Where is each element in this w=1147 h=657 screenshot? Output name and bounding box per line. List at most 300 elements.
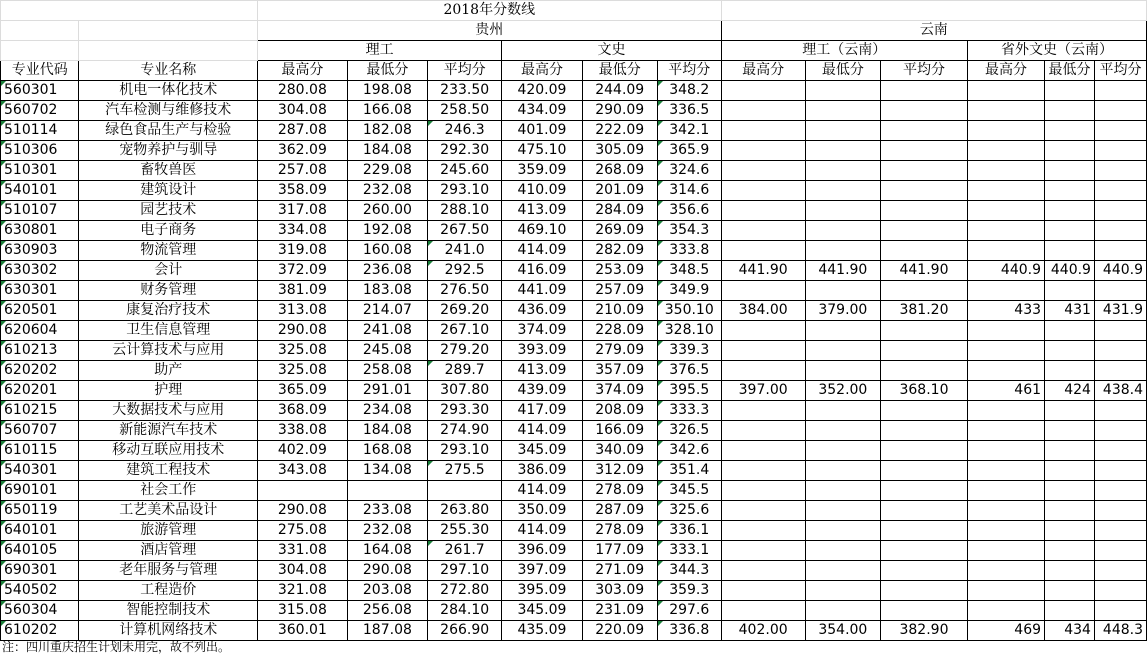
score-cell: 168.08 (347, 441, 427, 461)
major-name-cell: 工艺美术品设计 (79, 501, 257, 521)
score-cell: 319.08 (257, 241, 347, 261)
table-row (1, 81, 1147, 101)
major-name-cell: 园艺技术 (79, 201, 257, 221)
score-cell (881, 241, 968, 261)
major-code-cell: 510114 (1, 121, 79, 141)
table-row (1, 461, 1147, 481)
score-cell: 134.08 (347, 461, 427, 481)
score-cell: 290.08 (257, 501, 347, 521)
major-name-cell: 旅游管理 (79, 521, 257, 541)
score-cell (721, 281, 805, 301)
score-cell (1045, 201, 1095, 221)
major-code-cell: 630302 (1, 261, 79, 281)
score-cell (1094, 121, 1146, 141)
major-code-cell: 540301 (1, 461, 79, 481)
table-row (1, 441, 1147, 461)
score-cell: 381.09 (257, 281, 347, 301)
table-row (1, 621, 1147, 641)
score-cell (721, 441, 805, 461)
score-cell (721, 481, 805, 501)
score-cell: 278.09 (582, 481, 657, 501)
score-cell (721, 141, 805, 161)
score-cell (967, 241, 1044, 261)
score-cell: 469 (967, 621, 1044, 641)
score-cell (721, 461, 805, 481)
score-cell: 395.5 (657, 381, 721, 401)
score-cell: 289.7 (427, 361, 501, 381)
score-cell (881, 401, 968, 421)
score-cell: 351.4 (657, 461, 721, 481)
score-cell: 314.6 (657, 181, 721, 201)
score-cell: 368.09 (257, 401, 347, 421)
score-cell: 342.1 (657, 121, 721, 141)
major-code-cell: 640105 (1, 541, 79, 561)
score-cell: 184.08 (347, 421, 427, 441)
score-cell: 290.09 (582, 101, 657, 121)
score-cell: 292.5 (427, 261, 501, 281)
score-cell: 359.3 (657, 581, 721, 601)
score-cell: 382.90 (881, 621, 968, 641)
score-cell: 290.08 (347, 561, 427, 581)
major-code-cell: 560304 (1, 601, 79, 621)
table-row (1, 301, 1147, 321)
table-row (1, 361, 1147, 381)
score-cell (967, 281, 1044, 301)
score-cell (881, 201, 968, 221)
score-cell (1094, 141, 1146, 161)
score-cell: 365.9 (657, 141, 721, 161)
score-cell: 336.8 (657, 621, 721, 641)
score-cell (967, 521, 1044, 541)
major-code-cell: 620501 (1, 301, 79, 321)
score-cell (967, 561, 1044, 581)
score-cell: 303.09 (582, 581, 657, 601)
score-cell: 229.08 (347, 161, 427, 181)
score-cell: 304.08 (257, 561, 347, 581)
major-code-cell: 610115 (1, 441, 79, 461)
major-code-cell: 630801 (1, 221, 79, 241)
score-cell (881, 441, 968, 461)
major-name-cell: 计算机网络技术 (79, 621, 257, 641)
score-cell (721, 101, 805, 121)
score-cell: 287.08 (257, 121, 347, 141)
score-cell: 244.09 (582, 81, 657, 101)
score-cell: 348.2 (657, 81, 721, 101)
score-cell (721, 581, 805, 601)
score-cell: 325.08 (257, 361, 347, 381)
score-cell: 321.08 (257, 581, 347, 601)
score-cell (1094, 321, 1146, 341)
score-cell (721, 321, 805, 341)
score-cell (1045, 321, 1095, 341)
score-cell (721, 341, 805, 361)
score-cell: 233.50 (427, 81, 501, 101)
major-code-cell: 560707 (1, 421, 79, 441)
score-cell: 187.08 (347, 621, 427, 641)
score-cell (881, 421, 968, 441)
score-cell: 246.3 (427, 121, 501, 141)
score-cell: 276.50 (427, 281, 501, 301)
table-row (1, 121, 1147, 141)
major-name-cell: 汽车检测与维修技术 (79, 101, 257, 121)
score-cell (1094, 161, 1146, 181)
score-cell (967, 501, 1044, 521)
score-cell: 325.6 (657, 501, 721, 521)
score-cell: 381.20 (881, 301, 968, 321)
score-cell: 293.10 (427, 181, 501, 201)
major-code-cell: 610213 (1, 341, 79, 361)
score-cell: 255.30 (427, 521, 501, 541)
score-cell (967, 201, 1044, 221)
score-cell: 164.08 (347, 541, 427, 561)
major-name-cell: 电子商务 (79, 221, 257, 241)
score-cell: 315.08 (257, 601, 347, 621)
column-header: 最高分 (502, 61, 582, 81)
score-cell (1045, 161, 1095, 181)
blank-cell (79, 21, 257, 41)
score-cell: 263.80 (427, 501, 501, 521)
score-cell: 384.00 (721, 301, 805, 321)
score-cell: 297.6 (657, 601, 721, 621)
table-row (1, 161, 1147, 181)
column-header: 最低分 (805, 61, 880, 81)
group-ligong: 理工 (257, 41, 501, 61)
score-cell: 333.8 (657, 241, 721, 261)
score-cell: 258.50 (427, 101, 501, 121)
score-cell: 241.0 (427, 241, 501, 261)
score-cell: 241.08 (347, 321, 427, 341)
group-ligong-yunnan: 理工（云南） (721, 41, 967, 61)
score-cell: 232.08 (347, 181, 427, 201)
column-header: 最低分 (347, 61, 427, 81)
score-cell: 333.3 (657, 401, 721, 421)
major-code-cell: 650119 (1, 501, 79, 521)
score-cell (721, 241, 805, 261)
score-cell: 336.1 (657, 521, 721, 541)
score-cell: 280.08 (257, 81, 347, 101)
score-cell: 397.09 (502, 561, 582, 581)
score-cell: 271.09 (582, 561, 657, 581)
score-cell: 234.08 (347, 401, 427, 421)
score-cell: 160.08 (347, 241, 427, 261)
score-cell (881, 581, 968, 601)
score-cell: 345.5 (657, 481, 721, 501)
score-cell (881, 361, 968, 381)
major-name-cell: 物流管理 (79, 241, 257, 261)
column-header: 平均分 (657, 61, 721, 81)
score-cell (967, 81, 1044, 101)
score-cell: 402.09 (257, 441, 347, 461)
score-cell: 288.10 (427, 201, 501, 221)
score-cell: 345.09 (502, 441, 582, 461)
score-cell (967, 121, 1044, 141)
score-cell: 328.10 (657, 321, 721, 341)
score-cell: 256.08 (347, 601, 427, 621)
score-cell (805, 421, 880, 441)
score-cell (721, 561, 805, 581)
score-cell: 258.08 (347, 361, 427, 381)
score-cell: 397.00 (721, 381, 805, 401)
major-name-cell: 老年服务与管理 (79, 561, 257, 581)
score-cell (805, 541, 880, 561)
score-cell: 475.10 (502, 141, 582, 161)
score-cell: 245.08 (347, 341, 427, 361)
table-row (1, 521, 1147, 541)
score-cell: 269.09 (582, 221, 657, 241)
score-cell (805, 581, 880, 601)
score-cell: 439.09 (502, 381, 582, 401)
score-cell (967, 541, 1044, 561)
blank-cell (1, 21, 79, 41)
score-cell (881, 121, 968, 141)
score-cell: 359.09 (502, 161, 582, 181)
score-cell: 362.09 (257, 141, 347, 161)
score-cell: 410.09 (502, 181, 582, 201)
score-cell (721, 161, 805, 181)
score-cell: 417.09 (502, 401, 582, 421)
score-cell: 183.08 (347, 281, 427, 301)
major-name-cell: 机电一体化技术 (79, 81, 257, 101)
score-cell: 356.6 (657, 201, 721, 221)
score-cell (1045, 521, 1095, 541)
score-cell: 372.09 (257, 261, 347, 281)
score-cell: 441.09 (502, 281, 582, 301)
score-cell: 317.08 (257, 201, 347, 221)
score-cell: 307.80 (427, 381, 501, 401)
major-name-cell: 护理 (79, 381, 257, 401)
score-cell (967, 361, 1044, 381)
score-cell (1045, 181, 1095, 201)
score-cell: 376.5 (657, 361, 721, 381)
table-row (1, 421, 1147, 441)
major-code-cell: 610202 (1, 621, 79, 641)
score-cell (1045, 101, 1095, 121)
score-cell: 333.1 (657, 541, 721, 561)
score-cell (805, 481, 880, 501)
score-cell: 358.09 (257, 181, 347, 201)
major-code-cell: 690101 (1, 481, 79, 501)
score-cell: 345.09 (502, 601, 582, 621)
score-cell (347, 481, 427, 501)
major-code-cell: 560702 (1, 101, 79, 121)
score-cell (805, 601, 880, 621)
score-cell (1045, 241, 1095, 261)
blank-cell (1, 41, 79, 61)
score-cell (721, 181, 805, 201)
region-guizhou: 贵州 (257, 21, 721, 41)
score-cell: 282.09 (582, 241, 657, 261)
score-cell (1094, 521, 1146, 541)
score-cell (805, 341, 880, 361)
score-cell: 325.08 (257, 341, 347, 361)
score-cell: 340.09 (582, 441, 657, 461)
score-cell: 257.08 (257, 161, 347, 181)
score-cell (805, 561, 880, 581)
score-cell (881, 281, 968, 301)
blank-cell (721, 1, 1146, 21)
score-cell (1094, 221, 1146, 241)
table-row (1, 181, 1147, 201)
score-cell (721, 501, 805, 521)
score-cell: 339.3 (657, 341, 721, 361)
score-cell: 402.00 (721, 621, 805, 641)
major-name-cell: 建筑设计 (79, 181, 257, 201)
score-cell: 365.09 (257, 381, 347, 401)
score-cell: 236.08 (347, 261, 427, 281)
table-row (1, 541, 1147, 561)
score-cell: 284.09 (582, 201, 657, 221)
score-cell: 177.09 (582, 541, 657, 561)
score-cell (1045, 81, 1095, 101)
score-cell: 396.09 (502, 541, 582, 561)
score-cell: 292.30 (427, 141, 501, 161)
score-cell: 326.5 (657, 421, 721, 441)
score-cell: 166.09 (582, 421, 657, 441)
score-cell: 297.10 (427, 561, 501, 581)
score-cell (881, 81, 968, 101)
score-cell (1094, 281, 1146, 301)
score-cell (721, 521, 805, 541)
score-cell: 360.01 (257, 621, 347, 641)
score-cell (427, 481, 501, 501)
score-cell (881, 101, 968, 121)
score-cell (1094, 401, 1146, 421)
score-cell: 357.09 (582, 361, 657, 381)
score-cell (805, 121, 880, 141)
score-cell (1045, 481, 1095, 501)
major-name-cell: 工程造价 (79, 581, 257, 601)
score-cell (967, 581, 1044, 601)
score-cell: 414.09 (502, 521, 582, 541)
score-cell (967, 601, 1044, 621)
major-code-cell: 540502 (1, 581, 79, 601)
score-cell: 313.08 (257, 301, 347, 321)
major-code-cell: 510107 (1, 201, 79, 221)
score-cell: 201.09 (582, 181, 657, 201)
score-cell: 352.00 (805, 381, 880, 401)
score-cell (881, 601, 968, 621)
score-cell: 293.30 (427, 401, 501, 421)
score-cell (967, 441, 1044, 461)
score-cell (721, 601, 805, 621)
score-cell: 441.90 (805, 261, 880, 281)
score-cell: 272.80 (427, 581, 501, 601)
major-name-cell: 财务管理 (79, 281, 257, 301)
score-cell: 354.00 (805, 621, 880, 641)
score-cell: 424 (1045, 381, 1095, 401)
major-code-cell: 620202 (1, 361, 79, 381)
score-cell (805, 221, 880, 241)
score-cell (1045, 341, 1095, 361)
score-cell: 374.09 (582, 381, 657, 401)
score-cell (805, 201, 880, 221)
score-cell: 338.08 (257, 421, 347, 441)
score-cell (805, 161, 880, 181)
major-code-cell: 510306 (1, 141, 79, 161)
score-cell (967, 341, 1044, 361)
score-cell (881, 461, 968, 481)
score-cell (881, 481, 968, 501)
score-cell (967, 101, 1044, 121)
score-cell: 305.09 (582, 141, 657, 161)
major-name-cell: 新能源汽车技术 (79, 421, 257, 441)
score-cell: 267.50 (427, 221, 501, 241)
major-code-cell: 630301 (1, 281, 79, 301)
score-cell (721, 81, 805, 101)
score-cell (1094, 581, 1146, 601)
group-wenshi: 文史 (502, 41, 721, 61)
score-cell: 267.10 (427, 321, 501, 341)
score-cell (881, 221, 968, 241)
score-cell (805, 141, 880, 161)
score-cell (967, 461, 1044, 481)
score-cell: 279.20 (427, 341, 501, 361)
score-cell: 349.9 (657, 281, 721, 301)
score-cell: 441.90 (881, 261, 968, 281)
score-cell (967, 321, 1044, 341)
score-cell (805, 461, 880, 481)
major-name-cell: 智能控制技术 (79, 601, 257, 621)
table-row (1, 241, 1147, 261)
score-cell: 413.09 (502, 361, 582, 381)
score-cell (805, 521, 880, 541)
score-cell (967, 221, 1044, 241)
table-row (1, 321, 1147, 341)
score-cell (881, 161, 968, 181)
score-cell (721, 541, 805, 561)
column-header: 最高分 (967, 61, 1044, 81)
score-cell (1094, 101, 1146, 121)
score-cell (1045, 361, 1095, 381)
table-title: 2018年分数线 (257, 1, 721, 21)
score-cell: 436.09 (502, 301, 582, 321)
major-name-cell: 建筑工程技术 (79, 461, 257, 481)
score-cell (1094, 541, 1146, 561)
score-cell: 279.09 (582, 341, 657, 361)
score-cell (721, 401, 805, 421)
score-cell: 268.09 (582, 161, 657, 181)
score-cell (1094, 461, 1146, 481)
major-name-cell: 畜牧兽医 (79, 161, 257, 181)
table-row (1, 141, 1147, 161)
score-cell (881, 321, 968, 341)
group-wenshi-yunnan: 省外文史（云南） (967, 41, 1146, 61)
major-code-cell: 560301 (1, 81, 79, 101)
score-cell: 350.09 (502, 501, 582, 521)
score-cell: 253.09 (582, 261, 657, 281)
score-cell (1045, 541, 1095, 561)
score-cell: 440.9 (967, 261, 1044, 281)
major-code-cell: 690301 (1, 561, 79, 581)
score-cell: 220.09 (582, 621, 657, 641)
score-cell (721, 121, 805, 141)
score-cell (967, 161, 1044, 181)
score-cell (881, 141, 968, 161)
major-name-cell: 云计算技术与应用 (79, 341, 257, 361)
score-cell: 414.09 (502, 241, 582, 261)
score-cell: 401.09 (502, 121, 582, 141)
score-cell: 284.10 (427, 601, 501, 621)
table-row (1, 101, 1147, 121)
column-header: 专业名称 (79, 61, 257, 81)
major-name-cell: 移动互联应用技术 (79, 441, 257, 461)
column-header: 平均分 (427, 61, 501, 81)
region-yunnan: 云南 (721, 21, 1146, 41)
score-cell: 275.5 (427, 461, 501, 481)
score-cell (1094, 561, 1146, 581)
score-cell (1045, 501, 1095, 521)
score-cell: 348.5 (657, 261, 721, 281)
